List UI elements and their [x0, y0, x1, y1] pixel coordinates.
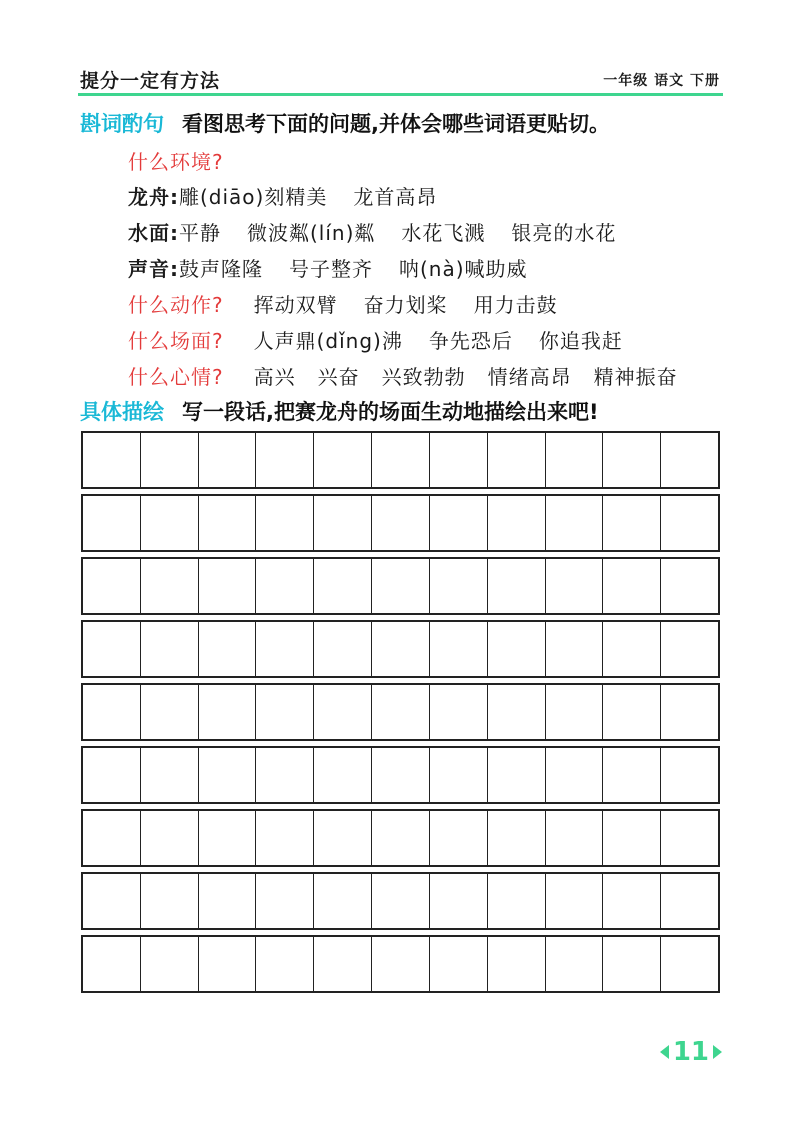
writing-cell[interactable] — [430, 874, 488, 928]
row-label: 龙舟: — [128, 185, 179, 209]
writing-cell[interactable] — [83, 748, 141, 802]
writing-cell[interactable] — [199, 937, 257, 991]
section-word-choice — [80, 108, 610, 138]
writing-cell[interactable] — [314, 748, 372, 802]
left-arrow-icon — [660, 1045, 669, 1059]
word: 人声鼎(dǐng)沸 — [253, 329, 403, 353]
grid-row — [81, 494, 720, 552]
writing-cell[interactable] — [603, 559, 661, 613]
writing-cell[interactable] — [430, 496, 488, 550]
writing-cell[interactable] — [372, 622, 430, 676]
writing-cell[interactable] — [372, 685, 430, 739]
word: 银亮的水花 — [511, 221, 617, 245]
writing-cell[interactable] — [488, 496, 546, 550]
writing-cell[interactable] — [430, 622, 488, 676]
section-describe — [80, 396, 599, 426]
writing-cell[interactable] — [372, 874, 430, 928]
writing-cell[interactable] — [314, 496, 372, 550]
writing-cell[interactable] — [546, 433, 604, 487]
environment-row-3 — [128, 253, 528, 282]
right-arrow-icon — [713, 1045, 722, 1059]
writing-cell[interactable] — [661, 496, 718, 550]
writing-cell[interactable] — [256, 937, 314, 991]
grid-row — [81, 872, 720, 930]
section-tag: 斟词酌句 — [80, 112, 164, 136]
section-instruction: 看图思考下面的问题,并体会哪些词语更贴切。 — [182, 112, 610, 136]
writing-cell[interactable] — [256, 622, 314, 676]
word: 兴致勃勃 — [381, 365, 466, 389]
writing-cell[interactable] — [256, 748, 314, 802]
writing-cell[interactable] — [661, 937, 718, 991]
word: 水花飞溅 — [401, 221, 486, 245]
writing-cell[interactable] — [314, 937, 372, 991]
writing-cell[interactable] — [314, 811, 372, 865]
word: 奋力划桨 — [363, 293, 448, 317]
writing-cell[interactable] — [546, 685, 604, 739]
writing-cell[interactable] — [199, 559, 257, 613]
word: 龙首高昂 — [353, 185, 438, 209]
writing-cell[interactable] — [83, 685, 141, 739]
question-action: 什么动作? — [128, 293, 224, 317]
writing-cell[interactable] — [603, 622, 661, 676]
writing-cell[interactable] — [199, 496, 257, 550]
writing-cell[interactable] — [141, 685, 199, 739]
grid-row — [81, 809, 720, 867]
grid-row — [81, 557, 720, 615]
word: 鼓声隆隆 — [179, 257, 263, 281]
writing-cell[interactable] — [83, 874, 141, 928]
writing-cell[interactable] — [372, 496, 430, 550]
word: 争先恐后 — [428, 329, 513, 353]
writing-cell[interactable] — [661, 811, 718, 865]
writing-cell[interactable] — [661, 559, 718, 613]
writing-cell[interactable] — [488, 433, 546, 487]
writing-cell[interactable] — [372, 433, 430, 487]
grid-row — [81, 620, 720, 678]
writing-cell[interactable] — [256, 496, 314, 550]
writing-cell[interactable] — [141, 433, 199, 487]
action-row — [128, 289, 558, 318]
writing-cell[interactable] — [141, 559, 199, 613]
writing-cell[interactable] — [314, 874, 372, 928]
writing-cell[interactable] — [372, 748, 430, 802]
word: 呐(nà)喊助威 — [399, 257, 528, 281]
writing-cell[interactable] — [199, 685, 257, 739]
writing-cell[interactable] — [199, 811, 257, 865]
grade-info: 一年级 语文 下册 — [603, 73, 720, 89]
word: 雕(diāo)刻精美 — [179, 185, 328, 209]
grid-row — [81, 683, 720, 741]
writing-cell[interactable] — [603, 496, 661, 550]
writing-cell[interactable] — [314, 622, 372, 676]
word: 平静 — [179, 221, 221, 245]
section-tag: 具体描绘 — [80, 400, 164, 424]
writing-cell[interactable] — [199, 433, 257, 487]
writing-cell[interactable] — [372, 811, 430, 865]
writing-cell[interactable] — [603, 937, 661, 991]
page-number — [660, 1037, 722, 1067]
writing-cell[interactable] — [199, 874, 257, 928]
mood-row — [128, 361, 678, 390]
scene-row — [128, 325, 623, 354]
environment-row-1 — [128, 181, 437, 210]
writing-cell[interactable] — [603, 874, 661, 928]
writing-cell[interactable] — [546, 874, 604, 928]
row-label: 水面: — [128, 221, 179, 245]
word: 高兴 — [253, 365, 296, 389]
writing-cell[interactable] — [430, 685, 488, 739]
writing-cell[interactable] — [83, 811, 141, 865]
writing-cell[interactable] — [141, 811, 199, 865]
writing-cell[interactable] — [141, 874, 199, 928]
writing-cell[interactable] — [141, 937, 199, 991]
word: 你追我赶 — [538, 329, 623, 353]
writing-cell[interactable] — [603, 748, 661, 802]
writing-cell[interactable] — [256, 433, 314, 487]
writing-cell[interactable] — [199, 622, 257, 676]
question-mood: 什么心情? — [128, 365, 224, 389]
writing-cell[interactable] — [256, 559, 314, 613]
writing-cell[interactable] — [83, 559, 141, 613]
writing-cell[interactable] — [256, 685, 314, 739]
writing-cell[interactable] — [430, 937, 488, 991]
writing-cell[interactable] — [546, 811, 604, 865]
word: 微波粼(lín)粼 — [247, 221, 376, 245]
word: 兴奋 — [317, 365, 360, 389]
writing-cell[interactable] — [430, 811, 488, 865]
writing-cell[interactable] — [256, 874, 314, 928]
writing-cell[interactable] — [603, 433, 661, 487]
writing-cell[interactable] — [546, 937, 604, 991]
question-environment: 什么环境? — [128, 150, 224, 174]
writing-cell[interactable] — [83, 937, 141, 991]
writing-cell[interactable] — [314, 685, 372, 739]
grid-row — [81, 431, 720, 489]
writing-cell[interactable] — [83, 622, 141, 676]
writing-cell[interactable] — [488, 748, 546, 802]
writing-cell[interactable] — [546, 496, 604, 550]
writing-grid — [81, 431, 720, 998]
writing-cell[interactable] — [488, 874, 546, 928]
writing-cell[interactable] — [661, 685, 718, 739]
writing-cell[interactable] — [256, 811, 314, 865]
environment-row-2 — [128, 217, 616, 246]
writing-cell[interactable] — [314, 559, 372, 613]
word: 用力击鼓 — [473, 293, 558, 317]
writing-cell[interactable] — [141, 748, 199, 802]
writing-cell[interactable] — [488, 811, 546, 865]
writing-cell[interactable] — [603, 811, 661, 865]
question-scene: 什么场面? — [128, 329, 224, 353]
section-instruction: 写一段话,把赛龙舟的场面生动地描绘出来吧! — [182, 400, 599, 424]
writing-cell[interactable] — [661, 748, 718, 802]
header-divider — [78, 93, 723, 96]
writing-cell[interactable] — [603, 685, 661, 739]
writing-cell[interactable] — [488, 622, 546, 676]
writing-cell[interactable] — [546, 559, 604, 613]
word: 精神振奋 — [593, 365, 678, 389]
writing-cell[interactable] — [661, 874, 718, 928]
writing-cell[interactable] — [488, 685, 546, 739]
book-title: 提分一定有方法 — [80, 70, 221, 92]
writing-cell[interactable] — [488, 937, 546, 991]
writing-cell[interactable] — [488, 559, 546, 613]
word: 号子整齐 — [289, 257, 373, 281]
grid-row — [81, 746, 720, 804]
writing-cell[interactable] — [546, 748, 604, 802]
writing-cell[interactable] — [372, 937, 430, 991]
word: 情绪高昂 — [487, 365, 572, 389]
row-label: 声音: — [128, 257, 179, 281]
writing-cell[interactable] — [430, 559, 488, 613]
writing-cell[interactable] — [661, 622, 718, 676]
writing-cell[interactable] — [83, 496, 141, 550]
writing-cell[interactable] — [546, 622, 604, 676]
writing-cell[interactable] — [314, 433, 372, 487]
page-number-value: 11 — [672, 1037, 709, 1067]
writing-cell[interactable] — [141, 622, 199, 676]
writing-cell[interactable] — [83, 433, 141, 487]
writing-cell[interactable] — [141, 496, 199, 550]
grid-row — [81, 935, 720, 993]
writing-cell[interactable] — [661, 433, 718, 487]
writing-cell[interactable] — [372, 559, 430, 613]
word: 挥动双臂 — [253, 293, 338, 317]
writing-cell[interactable] — [199, 748, 257, 802]
writing-cell[interactable] — [430, 433, 488, 487]
writing-cell[interactable] — [430, 748, 488, 802]
